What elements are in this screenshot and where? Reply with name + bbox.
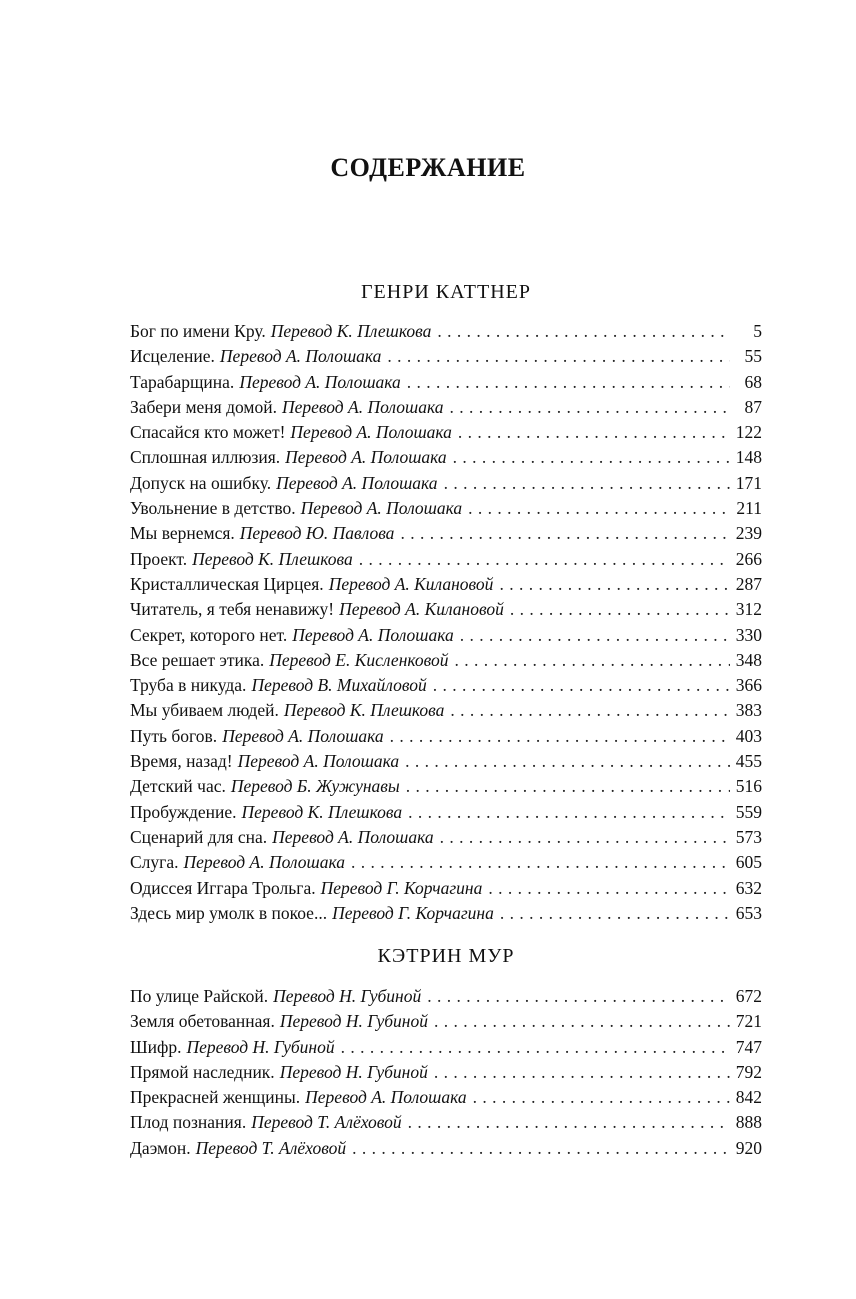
entry-page-number: 87 xyxy=(744,396,762,417)
entry-translator: Перевод А. Полошака xyxy=(290,422,452,443)
entry-page-number: 330 xyxy=(735,624,762,645)
toc-entry xyxy=(130,984,762,1009)
entry-page-number: 403 xyxy=(735,725,762,746)
toc-entry xyxy=(130,521,762,546)
dot-leader xyxy=(458,420,730,445)
entry-translator: Перевод А. Полошака xyxy=(219,346,382,367)
entry-page-number: 366 xyxy=(735,675,762,696)
toc-entry xyxy=(130,850,762,875)
entry-title: Тарабарщина. xyxy=(130,371,235,392)
dot-leader xyxy=(488,876,730,901)
entry-page-number: 455 xyxy=(735,751,762,772)
entry-translator: Перевод К. Плешкова xyxy=(241,801,403,822)
entry-translator: Перевод Н. Губиной xyxy=(279,1061,428,1082)
entry-title: Мы вернемся. xyxy=(130,523,235,544)
toc-entry xyxy=(130,370,762,395)
section-kuttner xyxy=(130,278,762,926)
toc-entry xyxy=(130,1060,762,1085)
entry-page-number: 573 xyxy=(735,826,762,847)
toc-entry xyxy=(130,597,762,622)
toc-entry xyxy=(130,774,762,799)
dot-leader xyxy=(341,1035,730,1060)
entry-page-number: 672 xyxy=(735,986,762,1006)
entry-title: Труба в никуда. xyxy=(130,675,247,696)
entry-translator: Перевод Т. Алёховой xyxy=(195,1137,347,1158)
entry-page-number: 632 xyxy=(735,877,762,898)
entry-page-number: 312 xyxy=(735,599,762,620)
dot-leader xyxy=(500,901,730,926)
entry-title: Читатель, я тебя ненавижу! xyxy=(130,599,335,620)
entry-title: Исцеление. xyxy=(130,346,215,367)
toc-entry xyxy=(130,825,762,850)
entry-page-number: 266 xyxy=(735,548,762,569)
toc-entry xyxy=(130,420,762,445)
toc-entry xyxy=(130,319,762,344)
entry-page-number: 605 xyxy=(735,852,762,873)
entry-page-number: 211 xyxy=(736,498,762,519)
entry-title: Допуск на ошибку. xyxy=(130,472,272,493)
entry-page-number: 559 xyxy=(735,801,762,822)
dot-leader xyxy=(407,370,730,395)
entry-page-number: 348 xyxy=(735,649,762,670)
dot-leader xyxy=(499,572,730,597)
toc-list xyxy=(130,984,762,1161)
dot-leader xyxy=(455,648,730,673)
entry-page-number: 68 xyxy=(744,371,762,392)
toc-entry xyxy=(130,901,762,926)
entry-translator: Перевод А. Полошака xyxy=(300,498,463,519)
dot-leader xyxy=(427,984,730,1009)
dot-leader xyxy=(468,496,730,521)
entry-translator: Перевод А. Полошака xyxy=(281,396,444,417)
entry-title: Путь богов. xyxy=(130,725,218,746)
toc-entry xyxy=(130,547,762,572)
entry-title: Одиссея Иггара Трольга. xyxy=(130,877,316,898)
entry-page-number: 721 xyxy=(735,1011,762,1032)
entry-translator: Перевод Г. Корчагина xyxy=(332,902,494,923)
entry-title: Все решает этика. xyxy=(130,649,265,670)
entry-title: Увольнение в детство. xyxy=(130,498,296,519)
dot-leader xyxy=(510,597,730,622)
entry-translator: Перевод А. Полошака xyxy=(183,852,345,873)
entry-page-number: 888 xyxy=(735,1112,762,1133)
entry-title: Прекрасней женщины. xyxy=(130,1087,301,1108)
entry-title: Мы убиваем людей. xyxy=(130,700,279,721)
toc-entry xyxy=(130,1085,762,1110)
dot-leader xyxy=(408,1110,730,1135)
entry-translator: Перевод А. Полошака xyxy=(292,624,454,645)
entry-page-number: 383 xyxy=(735,700,762,721)
entry-page-number: 171 xyxy=(735,472,762,493)
entry-title: Секрет, которого нет. xyxy=(130,624,288,645)
dot-leader xyxy=(440,825,730,850)
entry-title: Сплошная иллюзия. xyxy=(130,447,281,468)
entry-page-number: 792 xyxy=(735,1061,762,1082)
dot-leader xyxy=(351,850,730,875)
toc-entry xyxy=(130,344,762,369)
entry-page-number: 239 xyxy=(735,523,762,544)
dot-leader xyxy=(390,724,730,749)
entry-title: Бог по имени Кру. xyxy=(130,321,266,341)
entry-title: Даэмон. xyxy=(130,1137,191,1158)
entry-title: Здесь мир умолк в покое... xyxy=(130,902,328,923)
toc-entry xyxy=(130,749,762,774)
entry-title: Слуга. xyxy=(130,852,179,873)
entry-translator: Перевод А. Полошака xyxy=(305,1087,467,1108)
entry-page-number: 920 xyxy=(735,1137,762,1158)
entry-translator: Перевод Г. Корчагина xyxy=(320,877,483,898)
page-title: СОДЕРЖАНИЕ xyxy=(330,153,526,183)
section-author: ГЕНРИ КАТТНЕР xyxy=(360,281,532,303)
entry-page-number: 55 xyxy=(744,346,762,367)
toc-entry xyxy=(130,395,762,420)
entry-title: Проект. xyxy=(130,548,188,569)
dot-leader xyxy=(405,749,730,774)
dot-leader xyxy=(450,698,730,723)
toc-entry xyxy=(130,623,762,648)
section-moore xyxy=(130,942,762,1161)
dot-leader xyxy=(359,547,730,572)
toc-entry xyxy=(130,471,762,496)
dot-leader xyxy=(434,1009,730,1034)
entry-translator: Перевод К. Плешкова xyxy=(192,548,353,569)
entry-translator: Перевод Б. Жужунавы xyxy=(230,776,400,797)
entry-page-number: 122 xyxy=(735,422,762,443)
entry-title: По улице Райской. xyxy=(130,986,269,1006)
entry-translator: Перевод А. Полошака xyxy=(222,725,384,746)
toc-entry xyxy=(130,496,762,521)
dot-leader xyxy=(437,319,730,344)
entry-translator: Перевод А. Полошака xyxy=(272,826,434,847)
toc-entry xyxy=(130,698,762,723)
toc-entry xyxy=(130,1009,762,1034)
entry-title: Спасайся кто может! xyxy=(130,422,286,443)
dot-leader xyxy=(434,1060,730,1085)
entry-translator: Перевод А. Полошака xyxy=(285,447,447,468)
toc-entry xyxy=(130,1035,762,1060)
toc-list xyxy=(130,319,762,926)
entry-page-number: 516 xyxy=(735,776,762,797)
entry-translator: Перевод К. Плешкова xyxy=(283,700,445,721)
entry-translator: Перевод Т. Алёховой xyxy=(251,1112,402,1133)
entry-title: Сценарий для сна. xyxy=(130,826,268,847)
dot-leader xyxy=(473,1085,730,1110)
toc-entry xyxy=(130,876,762,901)
toc-entry xyxy=(130,1136,762,1161)
entry-title: Земля обетованная. xyxy=(130,1011,275,1032)
entry-translator: Перевод А. Полошака xyxy=(276,472,438,493)
dot-leader xyxy=(400,521,730,546)
entry-translator: Перевод Е. Кисленковой xyxy=(269,649,449,670)
toc-entry xyxy=(130,648,762,673)
entry-page-number: 148 xyxy=(735,447,762,468)
entry-title: Время, назад! xyxy=(130,751,233,772)
dot-leader xyxy=(460,623,730,648)
entry-title: Кристаллическая Цирцея. xyxy=(130,573,324,594)
entry-translator: Перевод Ю. Павлова xyxy=(239,523,395,544)
toc-entry xyxy=(130,673,762,698)
toc-entry xyxy=(130,800,762,825)
entry-page-number: 5 xyxy=(753,321,762,341)
entry-title: Пробуждение. xyxy=(130,801,237,822)
entry-title: Прямой наследник. xyxy=(130,1061,275,1082)
toc-entry xyxy=(130,724,762,749)
dot-leader xyxy=(352,1136,730,1161)
entry-page-number: 653 xyxy=(735,902,762,923)
entry-translator: Перевод А. Килановой xyxy=(328,573,494,594)
dot-leader xyxy=(387,344,730,369)
dot-leader xyxy=(449,395,730,420)
entry-page-number: 287 xyxy=(735,573,762,594)
entry-translator: Перевод А. Полошака xyxy=(239,371,401,392)
dot-leader xyxy=(433,673,730,698)
entry-title: Забери меня домой. xyxy=(130,396,277,417)
entry-translator: Перевод К. Плешкова xyxy=(270,321,432,341)
entry-translator: Перевод В. Михайловой xyxy=(251,675,427,696)
entry-title: Детский час. xyxy=(130,776,226,797)
toc-entry xyxy=(130,572,762,597)
dot-leader xyxy=(406,774,730,799)
toc-entry xyxy=(130,445,762,470)
entry-translator: Перевод Н. Губиной xyxy=(273,986,422,1006)
entry-page-number: 747 xyxy=(735,1036,762,1057)
entry-title: Шифр. xyxy=(130,1036,182,1057)
section-author: КЭТРИН МУР xyxy=(377,945,515,967)
dot-leader xyxy=(453,445,730,470)
entry-translator: Перевод Н. Губиной xyxy=(279,1011,428,1032)
entry-page-number: 842 xyxy=(735,1087,762,1108)
entry-title: Плод познания. xyxy=(130,1112,247,1133)
entry-translator: Перевод А. Килановой xyxy=(339,599,504,620)
entry-translator: Перевод Н. Губиной xyxy=(186,1036,335,1057)
dot-leader xyxy=(408,800,730,825)
entry-translator: Перевод А. Полошака xyxy=(237,751,400,772)
dot-leader xyxy=(444,471,730,496)
toc-entry xyxy=(130,1110,762,1135)
